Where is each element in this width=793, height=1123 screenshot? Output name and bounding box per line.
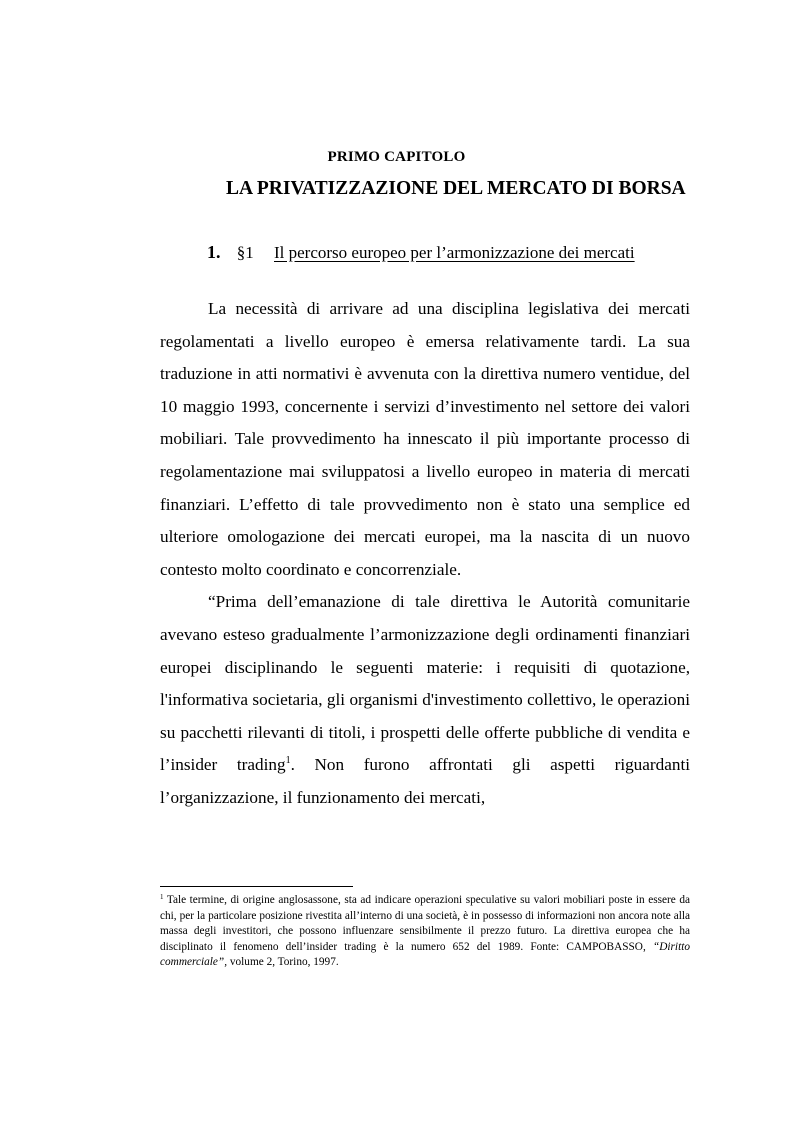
footnote-number: 1 xyxy=(160,893,164,901)
footnote-text xyxy=(160,893,690,971)
footnote-citation-title: “Diritto commerciale”, xyxy=(160,940,690,969)
chapter-label: PRIMO CAPITOLO xyxy=(327,149,466,165)
paragraph xyxy=(160,586,690,814)
chapter-title: LA PRIVATIZZAZIONE DEL MERCATO DI BORSA xyxy=(226,178,686,199)
section-number: 1. xyxy=(207,242,221,262)
section-symbol: §1 xyxy=(236,243,254,262)
footnote xyxy=(160,893,690,971)
section-heading xyxy=(207,242,635,263)
paragraph: La necessità di arrivare ad una disciplina legislativa dei mercati regolamentati a livello europeo è emersa relativamente tardi. La sua traduzione in atti normativi è avvenuta con la direttiva numero ventidue, del 10 maggio 1993, concernente i servizi d’investimento nel settore dei valori mobiliari. Tale provvedimento ha innescato il più importante processo di regolamentazione mai sviluppatosi a livello europeo in materia di mercati finanziari. L’effetto di tale provvedimento non è stato una semplice ed ulteriore omologazione dei mercati europei, ma la nascita di un nuovo contesto molto coordinato e concorrenziale. xyxy=(160,299,690,579)
footnote-body-end: volume 2, Torino, 1997. xyxy=(227,956,339,969)
paragraph-text: “Prima dell’emanazione di tale direttiva le Autorità comunitarie avevano esteso gradualmente l’armonizzazione degli ordinamenti finanziari europei disciplinando le seguenti materie: i requisiti di quotazione, l'informativa societaria, gli organismi d'investimento collettivo, le operazioni su pacchetti rilevanti di titoli, i prospetti delle offerte pubbliche di vendita e l’insider trading xyxy=(160,592,690,775)
section-title: Il percorso europeo per l’armonizzazione dei mercati xyxy=(274,243,635,262)
footnote-divider xyxy=(160,886,353,887)
paragraph-text: . Non furono affrontati gli aspetti riguardanti l’organizzazione, il funzionamento dei mercati, xyxy=(160,755,690,807)
body-text xyxy=(160,293,690,815)
footnote-reference[interactable]: 1 xyxy=(285,755,291,767)
footnote-body: Tale termine, di origine anglosassone, sta ad indicare operazioni speculative su valori mobiliari poste in essere da chi, per la particolare posizione rivestita all’interno di una società, è in possesso di informazioni non ancora note alla massa degli investitori, che possono influenzare sensibilmente il prezzo futuro. La direttiva europea che ha disciplinato il fenomeno dell’insider trading è la numero 652 del 1989. Fonte: CAMPOBASSO, xyxy=(160,894,690,953)
